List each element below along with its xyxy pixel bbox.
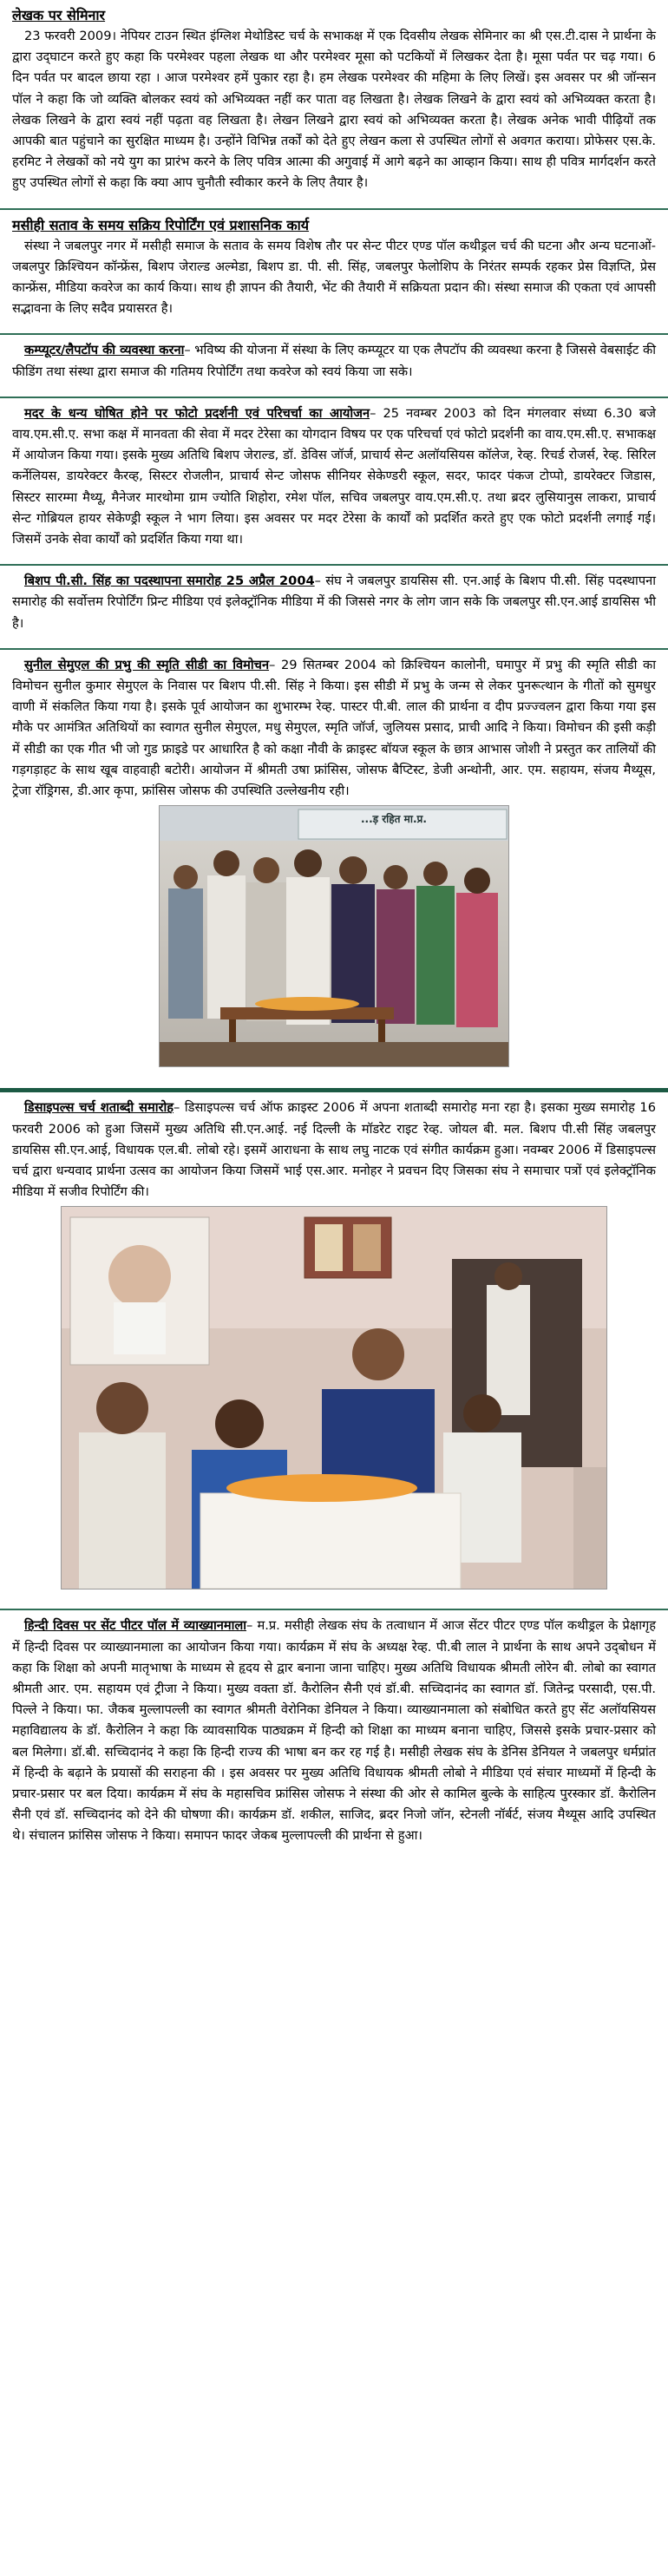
section-bishop <box>0 566 668 643</box>
photo-hindi-day-image <box>62 1207 606 1589</box>
text-teresa: – 25 नवम्बर 2003 को दिन मंगलवार संध्या 6.30 बजे वाय.एम.सी.ए. सभा कक्ष में मानवता की सेवा में मदर टेरेसा का योगदान विषय पर एक परिचर्चा एवं फोटो प्रदर्शनी का वाय.एम.सी.ए. सभाकक्ष में आयोजन किया गया। इसके मुख्य अतिथि बिशप जेराल्ड, डॉ. डेविस जॉर्ज, प्राचार्य सेन्ट अलॉयसियस कॉलेज, रेव्ह. रिचर्ड रोजर्स, रेव्ह. सिरिल कर्नेलियस, डायरेक्टर कैरव्ह, सिस्टर रोजलीन, प्राचार्य सेन्ट जोसफ सीनियर सेकेण्डरी स्कूल, सदर, फादर पंकज टोप्पो, डायरेक्टर जिडास, सिस्टर सारम्मा मैथ्यू, मैनेजर मारथोमा ग्राम ज्योति शिहोरा, रमेश पॉल, सचिव जबलपुर वाय.एम.सी.ए. तथा ब्रदर लुसियानुस लाकरा, प्राचार्य सेन्ट गोब्रियल हायर सेकेण्ड्री स्कूल ने भाग लिया। इस अवसर पर मदर टेरेसा के कार्यों को प्रदर्शित करते हुए एक फोटो प्रदर्शनी लगाई गई। जिसमें उनके सेवा कार्यों को प्रदर्शित किया गया था। <box>12 405 656 547</box>
text-centenary: – डिसाइपल्स चर्च ऑफ क्राइस्ट 2006 में अपना शताब्दी समारोह मना रहा है। इसका मुख्य समारोह 16 फरवरी 2006 को हुआ जिसमें मुख्य अतिथि सी.एन.आई. नई दिल्ली के मॉडरेट राइट रेव्ह. जोयल बी. मल. बिशप पी.सी सिंह जबलपुर डायसिस सी.एन.आई, विधायक एल.बी. लोबो रहे। इसमें आराधना के साथ लघु नाटक एवं संगीत कार्यक्रम हुआ। नवम्बर 2006 में डिसाइपल्स चर्च द्वारा धन्यवाद प्रार्थना उत्सव का आयोजन किया जिसमें भाई एस.आर. मनोहर ने प्रवचन दिए जिसका संघ ने समाचार पत्रों एवं इलेक्ट्रॉनिक मीडिया में सजीव रिपोर्टिंग की। <box>12 1100 656 1200</box>
paragraph-computer <box>12 340 656 382</box>
heading-seminar: लेखक पर सेमिनार <box>12 7 106 23</box>
paragraph-reporting: संस्था ने जबलपुर नगर में मसीही समाज के सताव के समय विशेष तौर पर सेन्ट पीटर एण्ड पॉल कथीड्रल चर्च की घटना और अन्य घटनाओं-जबलपुर क्रिश्चियन कॉन्फ्रेंस, बिशप जेराल्ड अल्मेडा, बिशप डा. पी. सी. सिंह, जबलपुर फेलोशिप के निरंतर सम्पर्क रहकर प्रेस विज्ञप्ति, प्रेस कान्फ्रेंस, मीडिया कवरेज का कार्य किया। साथ ही ज्ञापन की तैयारी, भेंट की तैयारी में सक्रियता प्रदान की। संस्था समाज की एकता एवं आपसी सद्भावना के लिए सदैव प्रयासरत है। <box>12 238 656 317</box>
section-reporting <box>0 210 668 329</box>
section-centenary <box>0 1092 668 1603</box>
photo-hindi-day <box>61 1206 607 1590</box>
heading-reporting: मसीही सताव के समय सक्रिय रिपोर्टिंग एवं प्रशासनिक कार्य <box>12 216 310 233</box>
lead-centenary: डिसाइपल्स चर्च शताब्दी समारोह <box>24 1100 174 1116</box>
section-teresa <box>0 398 668 559</box>
text-cd: – 29 सितम्बर 2004 को क्रिश्चियन कालोनी, घमापुर में प्रभु की स्मृति सीडी का विमोचन सुनील कुमार सेमुएल के निवास पर बिशप पी.सी. सिंह ने किया। इस सीडी में प्रभु के जन्म से लेकर पुनरूत्थान के गीतों को सुमधुर वाणी में संकलित किया गया है। इसके पूर्व आयोजन का शुभारम्भ रेव्ह. पास्टर पी.बी. लाल की प्रार्थना व दीप प्रज्ज्वलन द्वारा किया गया इस मौके पर आमंत्रित अतिथियों का स्वागत सुनील सेमुएल, मधु सेमुएल, स्मृति जॉर्ज, जुलियस प्रसाद, प्राची आदि ने किया। विमोचन की इसी कड़ी में सीडी का एक गीत भी जो गुड फ्राइडे पर आधारित है को कक्षा नौवी के क्राइस्ट बॉयज स्कूल के छात्र आभास जोशी ने प्रस्तुत कर तालियों की गड़गड़ाहट के साथ खूब वाहवाही बटोरी। आयोजन में श्रीमती उषा फ्रांसिस, जोसफ बैप्टिस्ट, डेजी अन्थोनी, आर. एम. सहायम, संजय मैथ्यूस, ट्रेजा रॉड्रिगस, डी.आर कृपा, फ्रांसिस जोसफ की उपस्थिति उल्लेखनीय रही। <box>12 657 657 799</box>
paragraph-cd <box>12 655 656 802</box>
lead-teresa: मदर के धन्य घोषित होने पर फोटो प्रदर्शनी एवं परिचर्चा का आयोजन <box>24 405 370 421</box>
paragraph-hindi <box>12 1616 656 1846</box>
photo-cd-launch-caption: ...ड़ रहित मा.प्र. <box>361 813 427 826</box>
text-computer: – भविष्य की योजना में संस्था के लिए कम्प्यूटर या एक लैपटॉप की व्यवस्था करना है जिससे वेबसाईट की फीडिंग तथा संस्था द्वारा समाज की गतिमय रिपोर्टिंग तथा कवरेज को स्वयं किया जा सके। <box>12 343 656 379</box>
photo-cd-launch <box>159 805 509 1067</box>
lead-computer: कम्प्यूटर/लैपटॉप की व्यवस्था करना <box>24 343 185 358</box>
photo-cd-launch-image <box>160 806 508 1066</box>
lead-hindi: हिन्दी दिवस पर सेंट पीटर पॉल में व्याख्यानमाला <box>24 1618 247 1634</box>
section-cd <box>0 650 668 1081</box>
lead-bishop: बिशप पी.सी. सिंह का पदस्थापना समारोह 25 अप्रैल 2004 <box>24 574 315 589</box>
paragraph-teresa <box>12 403 656 550</box>
paragraph-centenary <box>12 1098 656 1203</box>
lead-cd: सुनील सेमुएल की प्रभु की स्मृति सीडी का विमोचन <box>24 657 270 672</box>
paragraph-bishop <box>12 571 656 634</box>
section-hindi <box>0 1610 668 1855</box>
section-seminar <box>0 0 668 203</box>
paragraph-seminar: 23 फरवरी 2009। नेपियर टाउन स्थित इंग्लिश मेथोडिस्ट चर्च के सभाकक्ष में एक दिवसीय लेखक सेमिनार का श्री एस.टी.दास ने प्रार्थना के द्वारा उद्‌घाटन करते हुए कहा कि परमेश्वर पहला लेखक था और परमेश्वर मूसा को पटकियों में लिखकर देता है। मूसा पर्वत पर चढ़ गया। 6 दिन पर्वत पर बादल छाया रहा । आज परमेश्वर हमें पुकार रहा है। हम लेखक परमेश्वर की महिमा के लिए लिखें। इस अवसर पर श्री जॉन्सन पॉल ने कहा कि जो व्यक्ति बोलकर स्वयं को अभिव्यक्त नहीं कर पाता वह लिखता है। लेखक लिखने के द्वारा स्वयं को अभिव्यक्त करता है। लेखक लिखने के द्वारा स्वयं नहीं पढ़ता वह लिखता है। लेखन लिखने द्वारा स्वयं को अभिव्यक्त करता है। लेखक अनेक भावी पीढ़ियों तक आपकी बात पहुंचाने का सुरक्षित माध्यम है। उन्होंने विभिन्न तर्कों को देते हुए लेखन कला से उपस्थित लोगों से अवगत कराया। प्रोफेसर एस.के. हरमिट ने लेखकों को नये युग का प्रारंभ करने के लिए पवित्र आत्मा की अगुवाई में आगे बढ़ने का आव्हान किया। साथ ही पवित्र मार्गदर्शन करते हुए उपस्थित लोगों से कहा कि क्या आप चुनौती स्वीकार करने के लिए तैयार है। <box>12 29 656 191</box>
text-hindi: – म.प्र. मसीही लेखक संघ के तत्वाधान में आज सेंटर पीटर एण्ड पॉल कथीड्रल के प्रेक्षागृह में हिन्दी दिवस पर व्याख्यानमाला का आयोजन किया गया। कार्यक्रम में संघ के अध्यक्ष रेव्ह. पी.बी लाल ने प्रार्थना के साथ अपने उद्‌बोधन में कहा कि शिक्षा को अपनी मातृभाषा के माध्यम से हृदय से द्वार बनाना जाना चाहिए। मुख्य अतिथि विधायक श्रीमती लोरेन बी. लोबो का स्वागत श्रीमती आर. एम. सहायम एवं ट्रीजा ने किया। मुख्य वक्ता डॉ. कैरोलिन सैनी एवं डॉ.बी. सच्चिदानंद का स्वागत डॉ. जितेन्द्र परसादी, एस.पी. पिल्ले ने किया। फा. जैकब मुल्लापल्ली का स्वागत श्रीमती वेरोनिका डेनियल ने किया। व्याख्यानमाला को संबोधित करते हुए सेंट अलॉयसियस महाविद्यालय के डॉ. कैरोलिन ने कहा कि व्यावसायिक पाठ्यक्रम में हिन्दी को शिक्षा का माध्यम बनाना चाहिए, जिससे इसके प्रचार-प्रसार को बल मिलेगा। डॉ.बी. सच्चिदानंद ने कहा कि हिन्दी राज्य की भाषा बन कर रह गई है। मसीही लेखक संघ के डेनिस डेनियल ने जबलपुर धर्मप्रांत में हिन्दी के बढ़ाने के प्रयासों की सराहना की । इस अवसर पर मुख्य अतिथि विधायक श्रीमती लोबो ने मीडिया एवं संचार माध्यमों में हिन्दी के प्रचार-प्रसार पर बल दिया। कार्यक्रम में संघ के महासचिव फ्रांसिस जोसफ ने संस्था की ओर से कामिल बुल्के के साहित्य पुरस्कार डॉ. कैरोलिन सैनी एवं डॉ. सच्चिदानंद को देने की घोषणा की। कार्यक्रम डॉ. शकील, साजिद, ब्रदर निजो जॉन, स्टेनली नॉर्बर्ट, संजय मैथ्यूस आदि उपस्थित थे। संचालन फ्रांसिस जोसफ ने किया। समापन फादर जेकब मुल्लापल्ली की प्रार्थना से हुआ। <box>12 1618 656 1844</box>
section-computer <box>0 335 668 390</box>
text-bishop: – संघ ने जबलपुर डायसिस सी. एन.आई के बिशप पी.सी. सिंह पदस्थापना समारोह की सर्वोत्तम रिपोर्टिंग प्रिन्ट मीडिया एवं इलेक्ट्रॉनिक मीडिया में की जिससे नगर के लोग जान सके कि जबलपुर सी.एन.आई डायसिस भी है। <box>12 574 657 631</box>
